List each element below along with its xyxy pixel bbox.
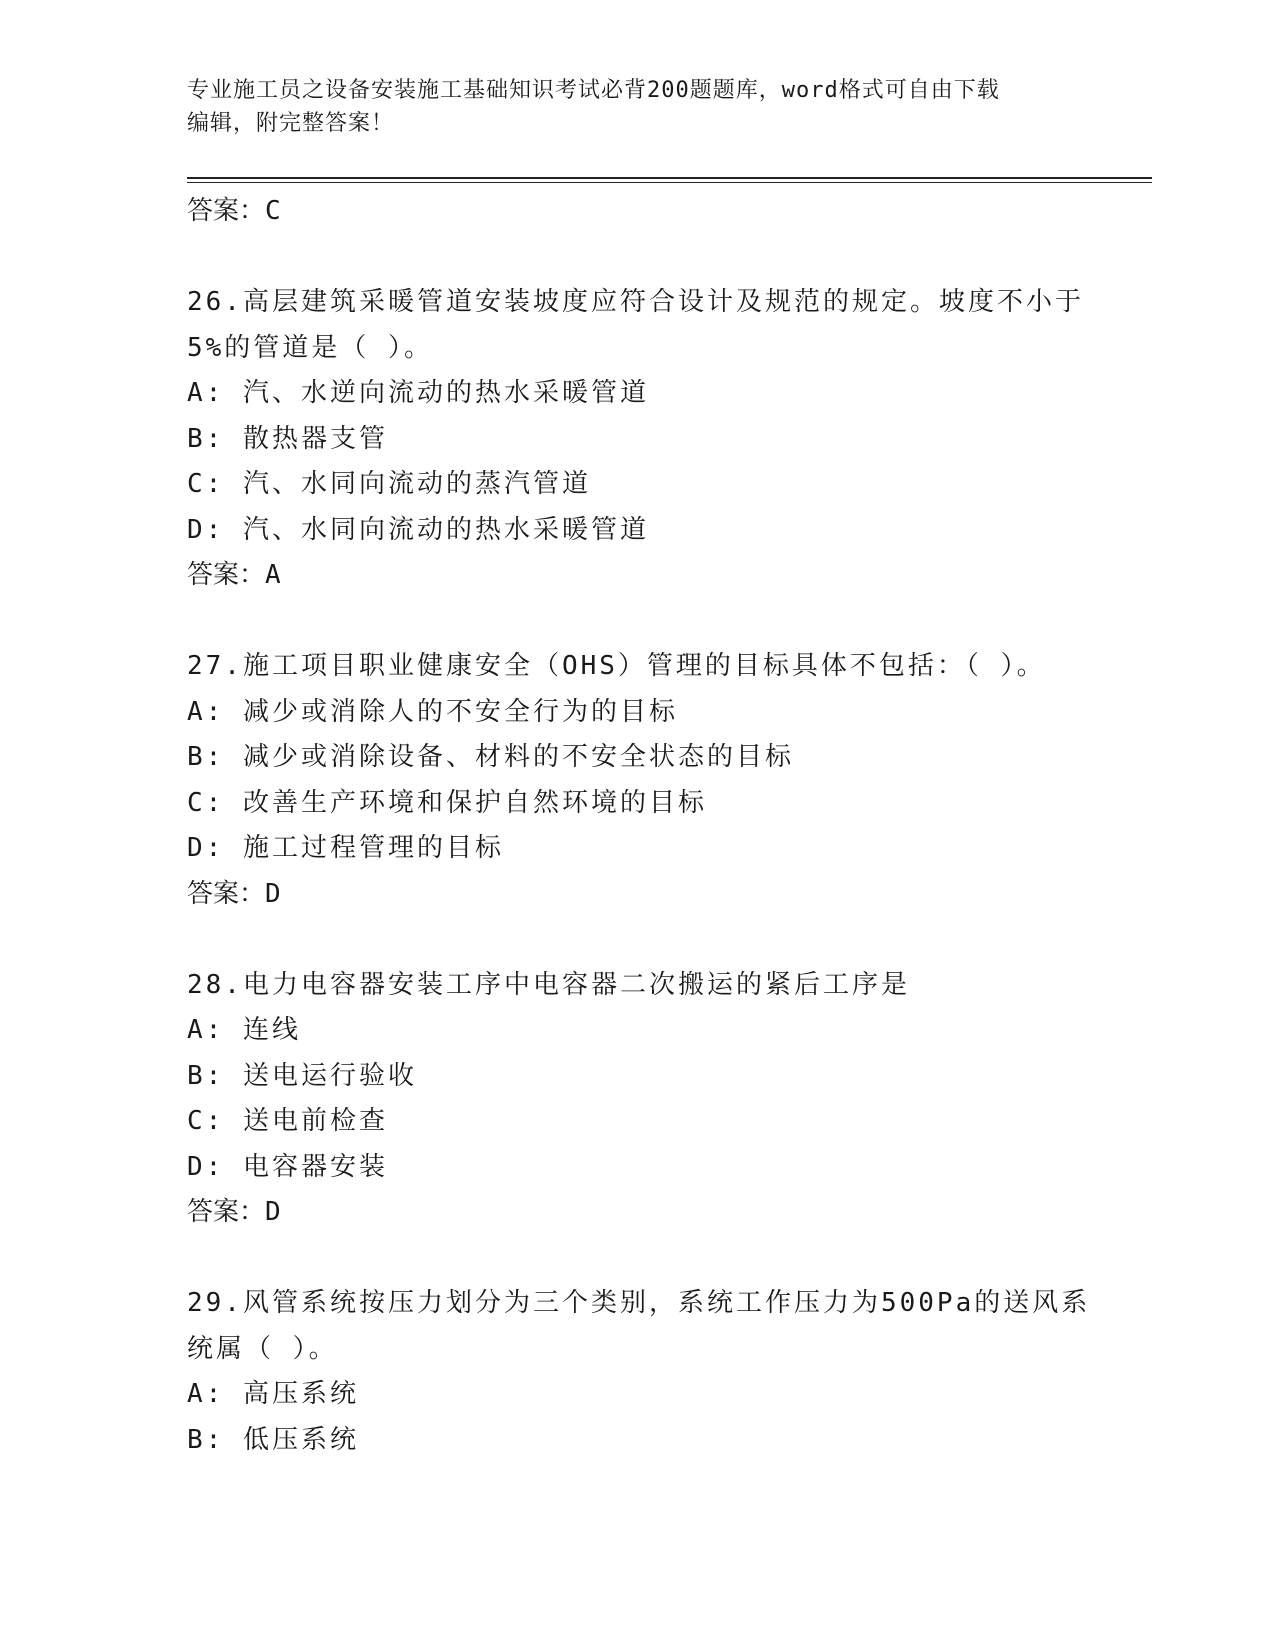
question-text: 29.风管系统按压力划分为三个类别，系统工作压力为500Pa的送风系: [187, 1288, 1091, 1318]
spacer: [187, 235, 1087, 281]
answer-line: 答案：A: [187, 560, 281, 590]
answer-line: 答案：D: [187, 1197, 281, 1227]
option-a: A: 减少或消除人的不安全行为的目标: [187, 696, 678, 727]
question-text: 27.施工项目职业健康安全（OHS）管理的目标具体不包括：（ ）。: [187, 651, 1046, 681]
question-text: 28.电力电容器安装工序中电容器二次搬运的紧后工序是: [187, 969, 910, 1000]
spacer: [187, 599, 1087, 645]
option-c: C: 汽、水同向流动的蒸汽管道: [187, 469, 591, 499]
question-block: [187, 1281, 1091, 1463]
answer-line: 答案：D: [187, 878, 281, 909]
option-d: D: 汽、水同向流动的热水采暖管道: [187, 514, 649, 545]
question-block: [187, 644, 1087, 917]
option-b: B: 散热器支管: [187, 423, 388, 454]
option-d: D: 施工过程管理的目标: [187, 833, 504, 863]
header-title-line-1: 专业施工员之设备安装施工基础知识考试必背200题题库，word格式可自由下载: [187, 78, 1000, 103]
question-block: [187, 963, 1087, 1236]
answer-line: 答案：C: [187, 196, 281, 226]
question-text: 统属（ ）。: [187, 1333, 338, 1364]
spacer: [187, 917, 1087, 963]
question-text: 5%的管道是（ ）。: [187, 332, 433, 363]
option-c: C: 改善生产环境和保护自然环境的目标: [187, 787, 707, 818]
question-text: 26.高层建筑采暖管道安装坡度应符合设计及规范的规定。坡度不小于: [187, 287, 1084, 317]
option-b: B: 低压系统: [187, 1424, 359, 1455]
document-header: [187, 74, 1087, 140]
option-c: C: 送电前检查: [187, 1106, 388, 1136]
spacer: [187, 1236, 1087, 1282]
option-a: A: 汽、水逆向流动的热水采暖管道: [187, 378, 649, 408]
header-title-line-2: 编辑，附完整答案！: [187, 111, 395, 136]
document-body: [187, 189, 1091, 1463]
header-rule-thin: [187, 182, 1152, 183]
option-d: D: 电容器安装: [187, 1151, 388, 1182]
option-a: A: 高压系统: [187, 1379, 359, 1409]
option-b: B: 送电运行验收: [187, 1060, 417, 1091]
option-a: A: 连线: [187, 1015, 301, 1045]
header-rule-thick: [187, 177, 1152, 179]
question-block: [187, 280, 1087, 599]
option-b: B: 减少或消除设备、材料的不安全状态的目标: [187, 742, 794, 772]
